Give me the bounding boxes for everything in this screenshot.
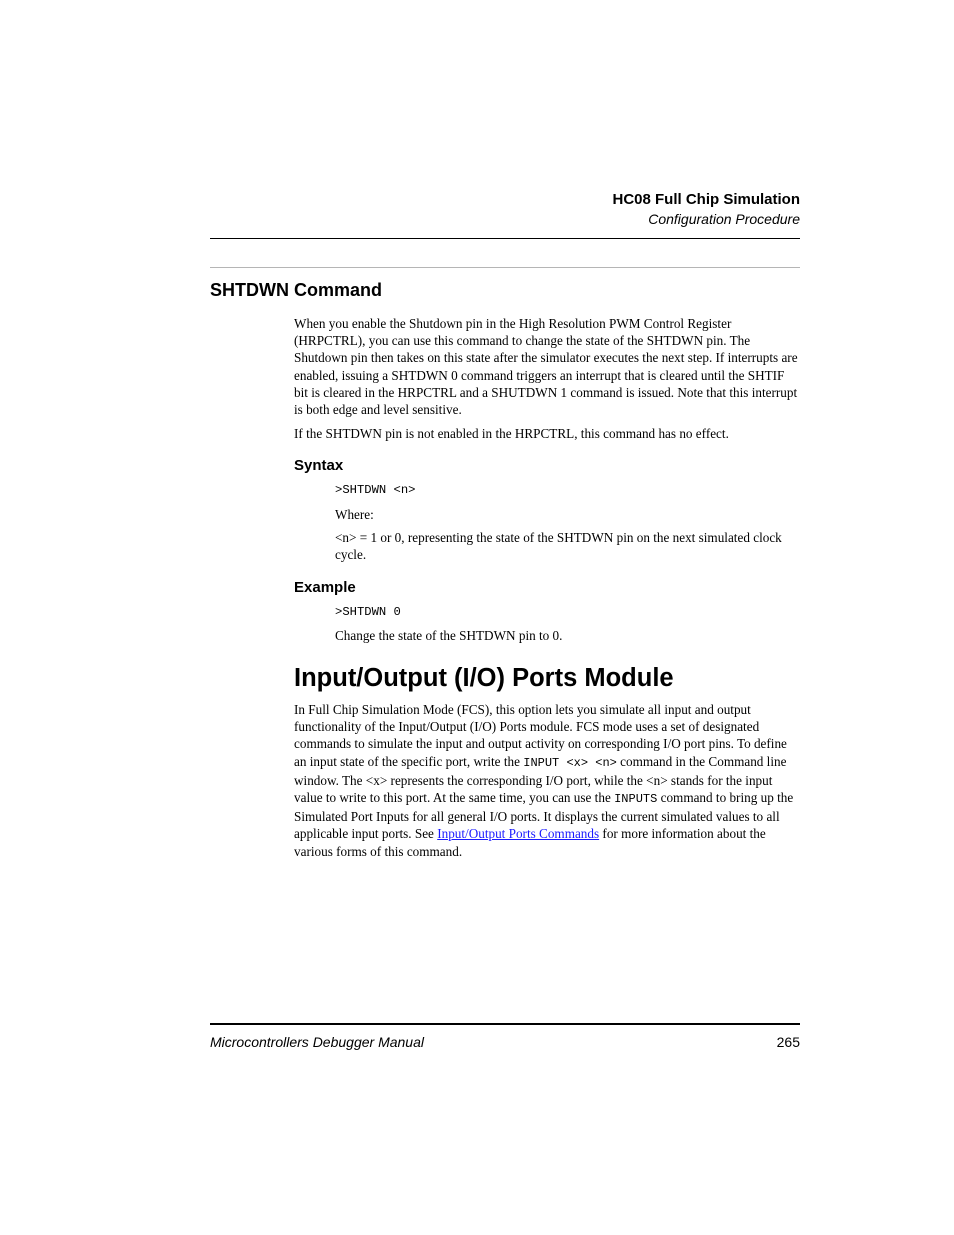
io-text-4: for more information about the various forms of this command.: [294, 826, 766, 859]
section-heading-shtdwn: SHTDWN Command: [210, 280, 382, 300]
section-rule: [210, 267, 800, 268]
io-description: [294, 701, 800, 860]
io-text-3: command to bring up the Simulated Port Inputs for all general I/O ports. It displays the current simulated values to all applicable input ports. See: [294, 790, 794, 842]
input-command-code: INPUT <x> <n>: [523, 755, 617, 770]
io-paragraph: [294, 701, 800, 860]
io-text-1: In Full Chip Simulation Mode (FCS), this option lets you simulate all input and output functionality of the Input/Output (I/O) Ports module. FCS mode uses a set of designated commands to simulate the input and output activity on corresponding I/O port pins. To define an input state of the specific port, write the: [294, 702, 787, 769]
shtdwn-description: [294, 315, 800, 442]
shtdwn-paragraph-1: When you enable the Shutdown pin in the High Resolution PWM Control Register (HRPCTRL), you can use this command to change the state of the SHTDWN pin. The Shutdown pin then takes on this state after the simulator executes the next step. If interrupts are enabled, issuing a SHTDWN 0 command triggers an interrupt that is cleared until the SHTIF bit is cleared in the HRPCTRL and a SHUTDWN 1 command is issued. Note that this interrupt is both edge and level sensitive.: [294, 316, 798, 418]
example-description: Change the state of the SHTDWN pin to 0.: [335, 628, 563, 643]
header-rule: [210, 238, 800, 239]
shtdwn-paragraph-2: If the SHTDWN pin is not enabled in the HRPCTRL, this command has no effect.: [294, 426, 729, 442]
example-heading: Example: [294, 579, 356, 596]
section-heading-io-ports: Input/Output (I/O) Ports Module: [294, 664, 674, 692]
io-text-2: command in the Command line window. The <x> represents the corresponding I/O port, while the <n> stands for the input value to write to this port. At the same time, you can use the: [294, 753, 787, 806]
syntax-heading: Syntax: [294, 457, 344, 474]
syntax-description: <n> = 1 or 0, representing the state of the SHTDWN pin on the next simulated clock cycle.: [335, 530, 782, 563]
footer-rule: [210, 1023, 800, 1025]
inputs-command-code: INPUTS: [614, 792, 658, 807]
syntax-where: Where:: [335, 507, 374, 522]
running-header-subtitle: Configuration Procedure: [648, 211, 800, 227]
footer-manual-title: Microcontrollers Debugger Manual: [210, 1034, 424, 1050]
syntax-code: >SHTDWN <n>: [335, 483, 416, 497]
io-ports-commands-link[interactable]: Input/Output Ports Commands: [437, 826, 600, 842]
running-header-title: HC08 Full Chip Simulation: [612, 191, 800, 208]
page-number: 265: [776, 1034, 800, 1050]
example-code: >SHTDWN 0: [335, 605, 401, 619]
